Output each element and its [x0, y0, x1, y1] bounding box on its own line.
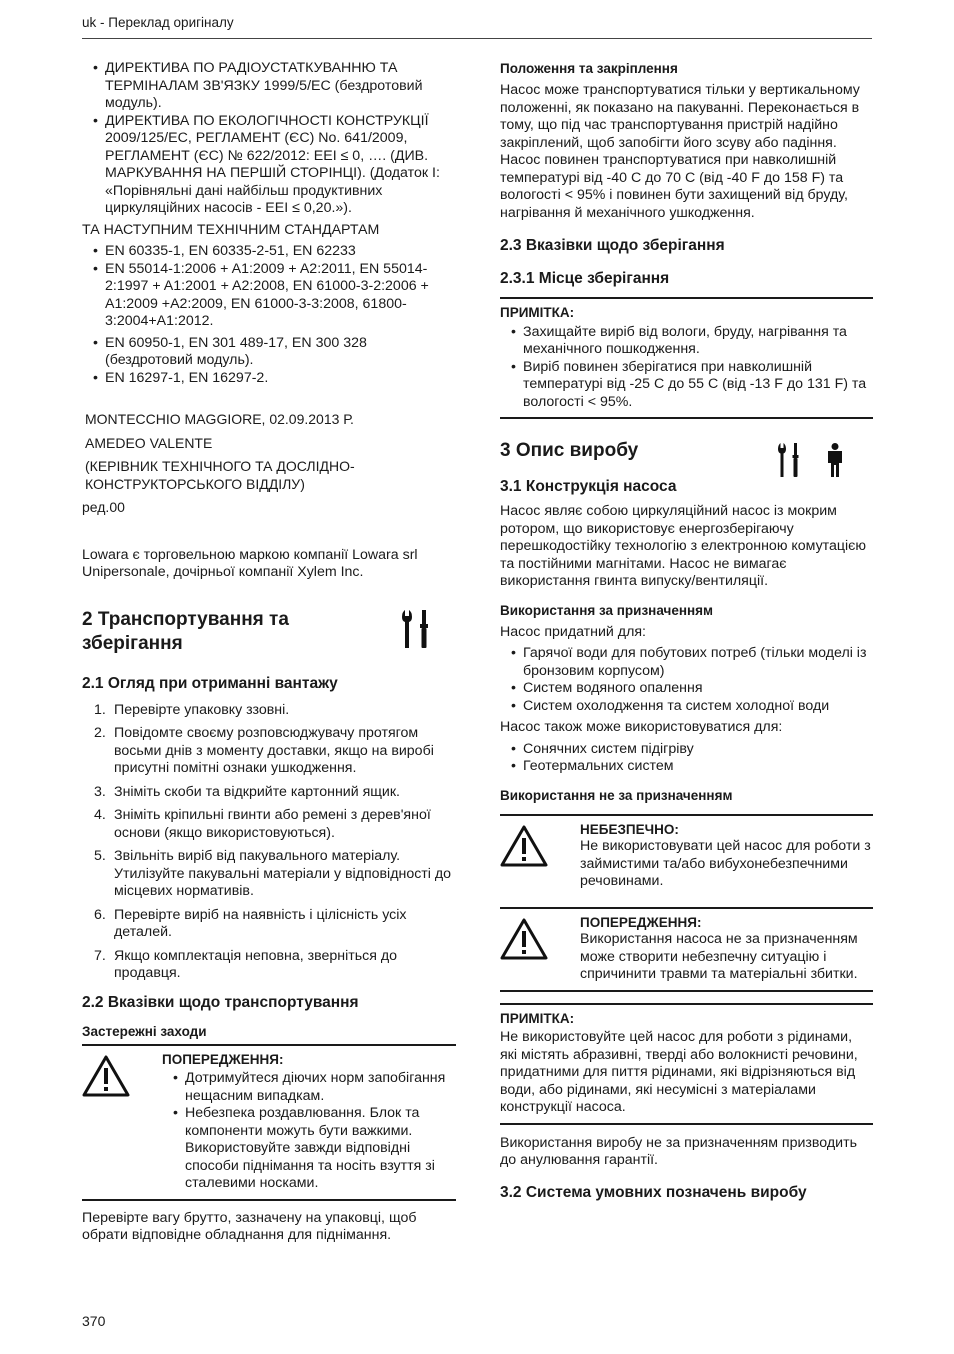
directives-list — [82, 60, 456, 218]
list-item: 2. Повідомте своєму розповсюджувачу протягом восьми днів з моменту доставки, якщо на виробі присутні помітні ознаки ушкодження. — [94, 725, 434, 776]
warning-label: ПОПЕРЕДЖЕННЯ: — [162, 1051, 284, 1067]
intended-list — [500, 645, 873, 715]
danger-box — [500, 814, 873, 897]
section2-heading-wrap — [82, 608, 456, 656]
s22-title: 2.2 Вказівки щодо транспортування — [82, 993, 359, 1011]
s31-text: Насос являє собою циркуляційний насос із мокрим ротором, що використовує енергозберігаючу перешкодостійку технологію з електронною комутацією та постійними магнітами. Насос не вимагає використання гвинта випуску/вентиляції. — [500, 503, 867, 589]
revision: ред.00 — [82, 499, 125, 515]
right-column — [500, 60, 873, 1202]
s231-title: 2.3.1 Місце зберігання — [500, 270, 670, 287]
list-item: • Сонячних систем підігріву — [500, 741, 873, 759]
list-item: • Виріб повинен зберігатися при навколишній температурі від -25 C до 55 C (від -13 F до 131 F) та вологості < 95%. — [500, 359, 873, 412]
warning-label: ПОПЕРЕДЖЕННЯ: — [580, 914, 702, 930]
note-label: ПРИМІТКА: — [500, 305, 575, 320]
receipt-steps — [82, 702, 456, 983]
misuse-title: Використання не за призначенням — [500, 787, 733, 803]
place-date: MONTECCHIO MAGGIORE, 02.09.2013 Р. — [85, 411, 354, 427]
page-header: uk - Переклад оригіналу — [82, 15, 234, 30]
warning-text: Використання насоса не за призначенням може створити небезпечну ситуацію і спричинити травми та матеріальні збитки. — [580, 931, 858, 982]
list-item: • ДИРЕКТИВА ПО ЕКОЛОГІЧНОСТІ КОНСТРУКЦІЇ 2009/125/EC, РЕГЛАМЕНТ (ЄС) No. 641/2009, РЕГЛАМЕНТ (ЄС) № 622/2012: EEI ≤ 0, …. (ДИВ. МАРКУВАННЯ НА ПЕРШІЙ СТОРІНЦІ). (Додаток I: «Порівняльні дані найбільш продуктивних циркуляційних насосів - EEI ≤ 0,20.»). — [82, 113, 456, 218]
list-item: 3. Зніміть скоби та відкрийте картонний ящик. — [94, 783, 401, 800]
danger-text: Не використовувати цей насос для роботи з займистими та/або вибухонебезпечними речовинами. — [580, 838, 871, 889]
position-title: Положення та закріплення — [500, 61, 678, 76]
s21-title: 2.1 Огляд при отриманні вантажу — [82, 674, 338, 692]
note-label: ПРИМІТКА: — [500, 1010, 575, 1026]
standards-list — [82, 243, 456, 387]
s23-title: 2.3 Вказівки щодо зберігання — [500, 237, 725, 254]
intended-title: Використання за призначенням — [500, 602, 714, 618]
warning-list — [162, 1070, 456, 1193]
section3-title: 3 Опис виробу — [500, 440, 639, 461]
list-item: • Гарячої води для побутових потреб (тільки моделі із бронзовим корпусом) — [500, 645, 873, 680]
transport-warning-box — [82, 1044, 456, 1201]
signer-role: (КЕРІВНИК ТЕХНІЧНОГО ТА ДОСЛІДНО-КОНСТРУКТОРСЬКОГО ВІДДІЛУ) — [85, 458, 355, 492]
standards-heading: ТА НАСТУПНИМ ТЕХНІЧНИМ СТАНДАРТАМ — [82, 221, 380, 238]
danger-label: НЕБЕЗПЕЧНО: — [580, 821, 679, 837]
list-item: • EN 60950-1, EN 301 489-17, EN 300 328 (бездротовий модуль). — [82, 335, 456, 370]
s32-title: 3.2 Система умовних позначень виробу — [500, 1183, 807, 1201]
page-number: 370 — [82, 1313, 106, 1329]
signer-name: AMEDEO VALENTE — [85, 434, 213, 451]
left-column — [82, 60, 456, 1245]
section2-title: 2 Транспортування та зберігання — [82, 608, 289, 654]
list-item: • Систем водяного опалення — [500, 680, 873, 698]
note-text: Не використовуйте цей насос для роботи з рідинами, які містять абразивні, тверді або волокнисті речовини, придатними для пиття рідинами, які відрізняються від води, або рідинами, які несумісні з матеріалами конструкції насоса. — [500, 1029, 858, 1115]
also-intro: Насос також може використовуватися для: — [500, 719, 783, 735]
warning-triangle-icon — [82, 1051, 162, 1193]
storage-list — [500, 324, 873, 412]
position-text: Насос може транспортуватися тільки у вертикальному положенні, як показано на пакуванні. Переконається в тому, що під час транспортування пристрій надійно закріплений, щоб запобігти його зсуву або падіння. Насос повинен транспортуватися при навколишній температурі від -40 C до 70 C (від -40 F до 158 F) та вологості < 95% і повинен бути захищений від бруду, нагрівання й механічного ушкодження. — [500, 82, 860, 221]
list-item: • Систем охолодження та систем холодної води — [500, 698, 873, 716]
list-item: • Дотримуйтеся діючих норм запобігання нещасним випадкам. — [162, 1070, 456, 1105]
intended-intro: Насос придатний для: — [500, 623, 646, 640]
person-icon — [826, 443, 844, 483]
list-item: • EN 60335-1, EN 60335-2-51, EN 62233 — [82, 243, 456, 261]
liquids-note-box — [500, 1003, 873, 1125]
list-item: 5. Звільніть виріб від пакувального матеріалу. Утилізуйте пакувальні матеріали у відповідності до місцевих нормативів. — [94, 848, 452, 899]
warning-triangle-icon — [500, 914, 580, 984]
list-item: • EN 16297-1, EN 16297-2. — [82, 370, 456, 388]
section3-heading-wrap — [500, 439, 873, 463]
signature-block — [82, 411, 456, 517]
list-item: 1. Перевірте упаковку ззовні. — [94, 701, 290, 718]
storage-note-box — [500, 297, 873, 419]
danger-triangle-icon — [500, 821, 580, 891]
list-item: 7. Якщо комплектація неповна, зверніться до продавця. — [94, 947, 398, 981]
tools-icon — [402, 610, 434, 654]
warranty-text: Використання виробу не за призначенням призводить до анулювання гарантії. — [500, 1134, 857, 1168]
list-item: • Геотермальних систем — [500, 758, 873, 776]
trademark-text: Lowara є торговельною маркою компанії Lowara srl Unipersonale, дочірньої компанії Xylem Inc. — [82, 546, 418, 580]
list-item: • EN 55014-1:2006 + A1:2009 + A2:2011, EN 55014-2:1997 + A1:2001 + A2:2008, EN 61000-3-2:2006 + A1:2009 +A2:2009, EN 61000-3-3:2008, 61800-3:2004+A1:2012. — [82, 261, 456, 331]
header-rule — [82, 38, 872, 39]
tools-icon — [778, 443, 802, 483]
misuse-warning-box — [500, 907, 873, 992]
precautions-title: Застережні заходи — [82, 1023, 207, 1039]
list-item: • Захищайте виріб від вологи, бруду, нагрівання та механічного пошкодження. — [500, 324, 873, 359]
weight-text: Перевірте вагу брутто, зазначену на упаковці, щоб обрати відповідне обладнання для піднімання. — [82, 1209, 417, 1243]
s31-title: 3.1 Конструкція насоса — [500, 478, 677, 495]
list-item: • Небезпека роздавлювання. Блок та компоненти можуть бути важкими. Використовуйте завжди відповідні способи піднімання та носіть взуття зі сталевими носками. — [162, 1105, 456, 1193]
list-item: • ДИРЕКТИВА ПО РАДІОУСТАТКУВАННЮ ТА ТЕРМІНАЛАМ ЗВ'ЯЗКУ 1999/5/ЕС (бездротовий модуль). — [82, 60, 456, 113]
also-list — [500, 741, 873, 776]
list-item: 6. Перевірте виріб на наявність і цілісність усіх деталей. — [94, 906, 407, 940]
list-item: 4. Зніміть кріпильні гвинти або ремені з дерев'яної основи (якщо використовуються). — [94, 807, 431, 841]
